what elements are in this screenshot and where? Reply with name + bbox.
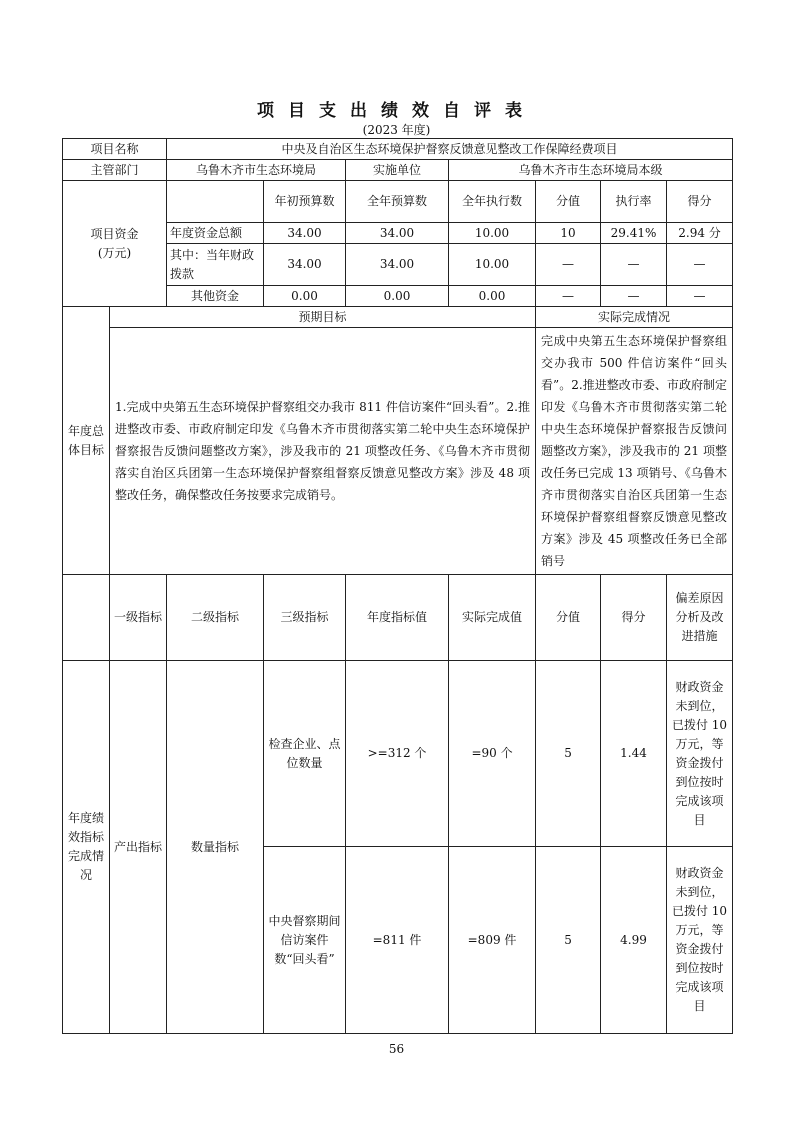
funds-header-score-value: 分值 [536,181,601,223]
indicator-score-value: 5 [536,847,601,1034]
indicators-header-level1: 一级指标 [110,575,167,661]
funds-cell: — [536,286,601,307]
funds-cell: 0.00 [346,286,449,307]
indicator-reason: 财政资金未到位，已拨付 10 万元，等资金拨付到位按时完成该项目 [667,847,733,1034]
indicator-level2: 数量指标 [167,661,264,1034]
indicator-target: >=312 个 [346,661,449,847]
project-name-row [63,139,733,160]
funds-cell: — [601,286,667,307]
indicator-row [63,661,733,847]
funds-cell: 34.00 [346,223,449,244]
project-name-value: 中央及自治区生态环境保护督察反馈意见整改工作保障经费项目 [167,139,733,160]
goals-actual-header: 实际完成情况 [536,307,733,328]
indicators-header-row [63,575,733,661]
funds-label-line2: (万元) [97,245,132,260]
page-title: 项目支出绩效自评表 [257,101,536,121]
goals-expected-text: 1.完成中央第五生态环境保护督察组交办我市 811 件信访案件“回头看”。2.推进整改市委、市政府制定印发《乌鲁木齐市贯彻落实第二轮中央生态环境保护督察报告反馈问题整改方案》，涉及我市的 21 项整改任务、《乌鲁木齐市贯彻落实自治区兵团第一生态环境保护督察组督察反馈意见整改方案》涉及 48 项整改任务，确保整改任务按要求完成销号。 [110,328,536,575]
funds-cell: 0.00 [264,286,346,307]
funds-cell: 34.00 [264,223,346,244]
indicators-header-target: 年度指标值 [346,575,449,661]
department-row [63,160,733,181]
funds-cell: — [536,244,601,286]
evaluation-table [62,138,733,1034]
indicator-score: 4.99 [601,847,667,1034]
funds-row-label: 其他资金 [167,286,264,307]
goals-header-row [63,307,733,328]
funds-label-line1: 项目资金 [90,226,139,241]
funds-cell: — [601,244,667,286]
goals-actual-text: 完成中央第五生态环境保护督察组交办我市 500 件信访案件“回头看”。2.推进整改市委、市政府制定印发《乌鲁木齐市贯彻落实第二轮中央生态环境保护督察报告反馈问题整改方案》，涉及我市的 21 项整改任务已完成 13 项销号、《乌鲁木齐市贯彻落实自治区兵团第一生态环境保护督察组督察反馈意见整改方案》涉及 45 项整改任务已全部销号 [536,328,733,575]
funds-header-executed: 全年执行数 [449,181,536,223]
funds-cell: 34.00 [264,244,346,286]
indicator-target: =811 件 [346,847,449,1034]
page-number: 56 [388,1042,405,1056]
funds-cell: 10 [536,223,601,244]
indicators-header-level3: 三级指标 [264,575,346,661]
funds-cell: 0.00 [449,286,536,307]
indicator-reason: 财政资金未到位，已拨付 10 万元，等资金拨付到位按时完成该项目 [667,661,733,847]
funds-row-label: 年度资金总额 [167,223,264,244]
indicator-level3: 中央督察期间信访案件数“回头看” [264,847,346,1034]
indicators-header-level2: 二级指标 [167,575,264,661]
indicator-actual: =90 个 [449,661,536,847]
indicator-level1: 产出指标 [110,661,167,1034]
funds-header-blank [167,181,264,223]
funds-cell: 34.00 [346,244,449,286]
funds-cell: 10.00 [449,244,536,286]
funds-header-exec-rate: 执行率 [601,181,667,223]
indicators-label: 年度绩效指标完成情况 [63,661,110,1034]
funds-label [63,181,167,307]
indicator-actual: =809 件 [449,847,536,1034]
impl-value: 乌鲁木齐市生态环境局本级 [449,160,733,181]
indicators-header-reason: 偏差原因分析及改进措施 [667,575,733,661]
indicators-header-score-value: 分值 [536,575,601,661]
indicator-score: 1.44 [601,661,667,847]
project-name-label: 项目名称 [63,139,167,160]
goals-expected-header: 预期目标 [110,307,536,328]
funds-header-score: 得分 [667,181,733,223]
indicator-score-value: 5 [536,661,601,847]
goals-content-row [63,328,733,575]
indicators-header-score: 得分 [601,575,667,661]
goals-label: 年度总体目标 [63,307,110,575]
impl-label: 实施单位 [346,160,449,181]
funds-header-initial-budget: 年初预算数 [264,181,346,223]
funds-cell: — [667,244,733,286]
page-subtitle: (2023 年度) [362,123,431,137]
indicators-header-blank [63,575,110,661]
funds-header-annual-budget: 全年预算数 [346,181,449,223]
indicators-header-actual: 实际完成值 [449,575,536,661]
funds-cell: 29.41% [601,223,667,244]
dept-value: 乌鲁木齐市生态环境局 [167,160,346,181]
funds-header-row [63,181,733,223]
funds-cell: — [667,286,733,307]
funds-cell: 2.94 分 [667,223,733,244]
indicator-level3: 检查企业、点位数量 [264,661,346,847]
funds-cell: 10.00 [449,223,536,244]
funds-row-label: 其中：当年财政拨款 [167,244,264,286]
dept-label: 主管部门 [63,160,167,181]
